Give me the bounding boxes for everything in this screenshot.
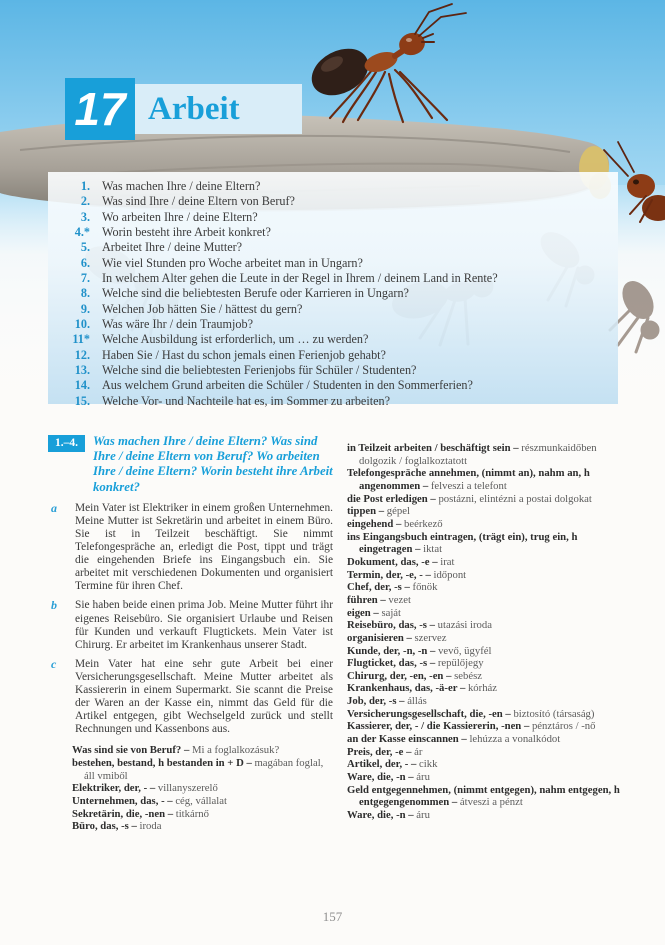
vocab-german: führen bbox=[347, 593, 378, 606]
vocab-entry bbox=[72, 808, 333, 821]
vocab-entry bbox=[347, 682, 632, 695]
page-number: 157 bbox=[322, 909, 343, 924]
answer-letter: b bbox=[51, 598, 57, 613]
vocab-entry bbox=[72, 782, 333, 795]
answer-letter: c bbox=[51, 656, 57, 671]
question-row bbox=[48, 240, 610, 255]
question-row bbox=[48, 378, 610, 393]
vocab-dash: – bbox=[401, 581, 413, 594]
vocab-german: tippen bbox=[347, 505, 377, 518]
vocab-german: Was sind sie von Beruf? bbox=[72, 744, 182, 757]
question-text: Welche sind die beliebtesten Ferienjobs für Schüler / Studenten? bbox=[102, 363, 417, 378]
vocab-hungarian: ár bbox=[414, 745, 423, 758]
vocab-hungarian: repülőjegy bbox=[437, 657, 484, 670]
vocab-dash: – bbox=[403, 745, 415, 758]
vocab-hungarian: lehúzza a vonalkódot bbox=[469, 733, 561, 746]
question-row bbox=[48, 302, 610, 317]
vocab-entry bbox=[347, 733, 632, 746]
vocab-entry bbox=[347, 632, 632, 645]
question-text: Welche sind die beliebtesten Berufe oder Karrieren in Ungarn? bbox=[102, 286, 409, 301]
vocab-hungarian: átveszi a pénzt bbox=[459, 796, 523, 809]
chapter-number: 17 bbox=[74, 83, 126, 135]
vocab-dash: – bbox=[408, 758, 420, 771]
vocab-entry bbox=[347, 518, 632, 531]
vocabulary-list-left bbox=[72, 744, 333, 833]
vocab-hungarian: utazási iroda bbox=[437, 619, 492, 632]
vocab-german: Ware, die, -n bbox=[347, 771, 406, 784]
question-number: 8. bbox=[80, 286, 90, 301]
vocab-hungarian: Mi a foglalkozásuk? bbox=[191, 744, 280, 757]
question-number: 14. bbox=[74, 378, 90, 393]
question-number: 9. bbox=[80, 301, 90, 316]
question-text: Welche Ausbildung ist erforderlich, um … zu werden? bbox=[102, 332, 369, 347]
question-row bbox=[48, 271, 610, 286]
vocab-dash: – bbox=[396, 695, 408, 708]
vocab-hungarian: vevő, ügyfél bbox=[438, 644, 492, 657]
vocab-entry bbox=[347, 670, 632, 683]
vocab-dash: – bbox=[502, 707, 514, 720]
vocab-german: Preis, der, -e bbox=[347, 745, 404, 758]
question-row bbox=[48, 225, 610, 240]
question-text: Haben Sie / Hast du schon jemals einen Ferienjob gehabt? bbox=[102, 347, 386, 362]
vocab-entry bbox=[347, 720, 632, 733]
question-text: Was sind Ihre / deine Eltern von Beruf? bbox=[102, 194, 295, 209]
question-number: 3. bbox=[80, 209, 90, 224]
vocab-german: Dokument, das, -e bbox=[347, 555, 430, 568]
question-text: Wo arbeiten Ihre / deine Eltern? bbox=[102, 209, 258, 224]
section-header bbox=[48, 434, 333, 495]
vocab-hungarian: főnök bbox=[412, 581, 438, 594]
vocab-dash: – bbox=[164, 795, 176, 808]
vocab-dash: – bbox=[376, 505, 387, 518]
question-row bbox=[48, 194, 610, 209]
vocab-hungarian: részmunkaidőben dolgozik / foglalkoztatott bbox=[359, 442, 597, 467]
question-number: 6. bbox=[80, 255, 90, 270]
vocab-entry bbox=[347, 809, 632, 822]
vocab-entry bbox=[347, 581, 632, 594]
vocab-entry bbox=[347, 556, 632, 569]
vocab-dash: – bbox=[457, 682, 468, 695]
vocab-german: Elektriker, der, - bbox=[72, 782, 148, 795]
vocab-entry bbox=[347, 594, 632, 607]
question-text: Welchen Job hätten Sie / hättest du gern? bbox=[102, 301, 303, 316]
question-number: 13. bbox=[74, 363, 90, 378]
vocab-entry bbox=[72, 757, 333, 782]
vocab-entry bbox=[347, 569, 632, 582]
question-text: Aus welchem Grund arbeiten die Schüler / Studenten in den Sommerferien? bbox=[102, 378, 473, 393]
vocab-dash: – bbox=[181, 744, 192, 757]
questions-panel bbox=[48, 172, 618, 408]
vocab-hungarian: iroda bbox=[139, 820, 162, 833]
vocab-hungarian: cikk bbox=[419, 758, 438, 771]
answer-paragraph bbox=[48, 502, 333, 594]
questions-list bbox=[48, 179, 610, 409]
answer-paragraphs bbox=[48, 502, 333, 737]
question-text: Worin besteht ihre Arbeit konkret? bbox=[102, 225, 271, 240]
vocab-dash: – bbox=[510, 442, 522, 454]
left-column bbox=[48, 434, 333, 833]
vocab-dash: – bbox=[403, 631, 415, 644]
answer-paragraph bbox=[48, 658, 333, 737]
vocab-hungarian: biztosító (társaság) bbox=[513, 707, 595, 720]
vocab-dash: – bbox=[458, 733, 470, 746]
vocab-german: Sekretärin, die, -nen bbox=[72, 807, 166, 820]
vocab-hungarian: saját bbox=[381, 606, 402, 619]
question-number: 12. bbox=[74, 347, 90, 362]
vocab-entry bbox=[347, 784, 632, 809]
vocab-german: Unternehmen, das, - bbox=[72, 795, 165, 808]
page-content bbox=[0, 420, 665, 833]
vocab-entry bbox=[347, 657, 632, 670]
vocab-hungarian: iktat bbox=[423, 543, 443, 556]
chapter-number-box bbox=[65, 78, 135, 140]
question-text: Was machen Ihre / deine Eltern? bbox=[102, 179, 261, 193]
vocab-hungarian: vezet bbox=[388, 593, 411, 606]
vocab-dash: – bbox=[243, 757, 255, 770]
vocab-german: Kassierer, der, - / die Kassiererin, -nen bbox=[347, 720, 522, 733]
right-column bbox=[347, 434, 632, 833]
vocab-hungarian: szervez bbox=[414, 631, 447, 644]
vocab-german: in Teilzeit arbeiten / beschäftigt sein bbox=[347, 442, 511, 454]
vocab-entry bbox=[72, 744, 333, 757]
vocab-dash: – bbox=[427, 492, 439, 505]
vocab-dash: – bbox=[449, 796, 460, 809]
question-text: Wie viel Stunden pro Woche arbeitet man in Ungarn? bbox=[102, 255, 363, 270]
vocab-german: Chef, der, -s bbox=[347, 581, 402, 594]
vocab-dash: – bbox=[420, 479, 431, 492]
vocab-dash: – bbox=[422, 568, 434, 581]
vocab-dash: – bbox=[427, 657, 438, 670]
vocab-hungarian: felveszi a telefont bbox=[430, 479, 507, 492]
vocab-german: Reisebüro, das, -s bbox=[347, 619, 427, 632]
section-question: Was machen Ihre / deine Eltern? Was sind Ihre / deine Eltern von Beruf? Wo arbeiten Ihre / deine Eltern? Worin besteht ihre Arbeit konkret? bbox=[93, 434, 333, 494]
vocab-german: Telefongespräche annehmen, (nimmt an), nahm an, h angenommen bbox=[347, 467, 590, 492]
chapter-header bbox=[65, 78, 302, 140]
vocab-german: Job, der, -s bbox=[347, 695, 397, 708]
question-row bbox=[48, 363, 610, 378]
vocab-hungarian: cég, vállalat bbox=[175, 795, 227, 808]
vocab-hungarian: időpont bbox=[433, 568, 467, 581]
vocab-hungarian: sebész bbox=[454, 669, 482, 682]
vocab-german: Krankenhaus, das, -ä-er bbox=[347, 682, 458, 695]
vocab-entry bbox=[347, 505, 632, 518]
vocab-entry bbox=[72, 820, 333, 833]
vocab-hungarian: titkárnő bbox=[175, 807, 209, 820]
vocab-hungarian: áru bbox=[416, 771, 430, 784]
vocab-dash: – bbox=[429, 555, 441, 568]
answer-text: Sie haben beide einen prima Job. Meine Mutter führt ihr eigenes Reisebüro. Sie organisiert Urlaube und Reisen für Kunden und verkauft Flugtickets. Mein Vater ist Chirurg. Er arbeitet im Krankenhaus unserer Stadt. bbox=[75, 599, 333, 651]
vocab-german: Versicherungsgesellschaft, die, -en bbox=[347, 707, 503, 720]
question-text: Was wäre Ihr / dein Traumjob? bbox=[102, 317, 253, 332]
question-row bbox=[48, 332, 610, 347]
chapter-title: Arbeit bbox=[148, 91, 240, 127]
question-text: Welche Vor- und Nachteile hat es, im Sommer zu arbeiten? bbox=[102, 393, 391, 408]
vocab-entry bbox=[72, 795, 333, 808]
answer-letter: a bbox=[51, 500, 57, 515]
chapter-title-box bbox=[135, 84, 302, 134]
vocab-hungarian: gépel bbox=[386, 505, 410, 518]
vocab-dash: – bbox=[405, 809, 417, 822]
vocab-dash: – bbox=[521, 720, 532, 733]
vocab-entry bbox=[347, 467, 632, 492]
vocab-entry bbox=[347, 708, 632, 721]
vocab-hungarian: villanyszerelő bbox=[157, 782, 218, 795]
section-label: 1.–4. bbox=[48, 435, 85, 452]
question-number: 2. bbox=[80, 194, 90, 209]
vocab-german: Büro, das, -s bbox=[72, 820, 129, 833]
vocab-entry bbox=[347, 619, 632, 632]
question-row bbox=[48, 317, 610, 332]
vocab-hungarian: postázni, elintézni a postai dolgokat bbox=[438, 492, 592, 505]
question-number: 7. bbox=[80, 271, 90, 286]
vocab-german: eingehend bbox=[347, 517, 394, 530]
vocab-dash: – bbox=[412, 543, 424, 556]
vocabulary-list-right bbox=[347, 442, 632, 822]
vocab-entry bbox=[347, 531, 632, 556]
question-number: 10. bbox=[74, 317, 90, 332]
vocab-german: Ware, die, -n bbox=[347, 809, 406, 822]
vocab-dash: – bbox=[405, 771, 417, 784]
vocab-hungarian: beérkező bbox=[404, 517, 443, 530]
question-number: 5. bbox=[80, 240, 90, 255]
vocab-dash: – bbox=[165, 807, 176, 820]
vocab-dash: – bbox=[426, 619, 438, 632]
question-row bbox=[48, 348, 610, 363]
vocab-german: ins Eingangsbuch eintragen, (trägt ein), trug ein, h eingetragen bbox=[347, 530, 578, 556]
question-row bbox=[48, 256, 610, 271]
question-text: Arbeitet Ihre / deine Mutter? bbox=[102, 240, 243, 255]
vocab-dash: – bbox=[427, 644, 439, 657]
vocab-hungarian: irat bbox=[440, 555, 455, 568]
question-row bbox=[48, 286, 610, 301]
vocab-entry bbox=[347, 607, 632, 620]
vocab-entry bbox=[347, 695, 632, 708]
vocab-german: Flugticket, das, -s bbox=[347, 657, 428, 670]
vocab-dash: – bbox=[147, 782, 158, 795]
question-text: In welchem Alter gehen die Leute in der Regel in Ihrem / deinem Land in Rente? bbox=[102, 271, 498, 286]
vocab-entry bbox=[347, 771, 632, 784]
vocab-dash: – bbox=[377, 593, 389, 606]
vocab-german: Geld entgegennehmen, (nimmt entgegen), nahm entgegen, h entgegengenommen bbox=[347, 783, 620, 809]
vocab-hungarian: pénztáros / -nő bbox=[531, 720, 596, 733]
question-number: 15. bbox=[74, 393, 90, 408]
vocab-german: bestehen, bestand, h bestanden in + D bbox=[72, 757, 244, 770]
question-number: 4.* bbox=[74, 225, 90, 240]
vocab-german: Artikel, der, - bbox=[347, 758, 409, 771]
vocab-hungarian: kórház bbox=[467, 682, 498, 695]
vocab-dash: – bbox=[370, 606, 382, 619]
vocab-hungarian: áru bbox=[416, 809, 430, 822]
vocab-german: organisieren bbox=[347, 631, 404, 644]
vocab-german: Termin, der, -e, - bbox=[347, 568, 423, 581]
answer-text: Mein Vater hat eine sehr gute Arbeit bei einer Versicherungsgesellschaft. Meine Mutter arbeitet als Kassiererin in einem Supermarkt. Sie scannt die Preise der Waren an der Kasse ein, nimmt das Geld für die Artikel entgegen, gibt Wechselgeld zurück und stellt Rechnungen und Kassenbons aus. bbox=[75, 657, 333, 736]
vocab-hungarian: állás bbox=[407, 695, 427, 708]
answer-paragraph bbox=[48, 599, 333, 651]
vocab-entry bbox=[347, 746, 632, 759]
vocab-dash: – bbox=[443, 669, 455, 682]
vocab-entry bbox=[347, 645, 632, 658]
vocab-german: Chirurg, der, -en, -en bbox=[347, 669, 444, 682]
vocab-german: die Post erledigen bbox=[347, 492, 428, 505]
vocab-german: eigen bbox=[347, 606, 371, 619]
question-number: 11* bbox=[72, 332, 90, 347]
question-row bbox=[48, 179, 610, 194]
question-row bbox=[48, 394, 610, 409]
question-number: 1. bbox=[80, 179, 90, 193]
vocab-german: Kunde, der, -n, -n bbox=[347, 644, 428, 657]
vocab-german: an der Kasse einscannen bbox=[347, 733, 459, 746]
vocab-dash: – bbox=[128, 820, 140, 833]
question-row bbox=[48, 210, 610, 225]
ants-photo bbox=[0, 0, 665, 420]
vocab-entry bbox=[347, 493, 632, 506]
answer-text: Mein Vater ist Elektriker in einem großen Unternehmen. Meine Mutter ist Sekretärin und arbeitet in einem Büro. Sie ist in Teilzeit beschäftigt. Sie nimmt Telefongespräche an, erledigt die Post, tippt und trägt die eingehenden Briefe ins Eingangsbuch ein. Sie arbeitet mit verschiedenen Dokumenten und organisiert Termine für ihren Chef. bbox=[75, 501, 333, 593]
vocab-hungarian: magában foglal, áll vmiből bbox=[84, 757, 324, 782]
vocab-entry bbox=[347, 758, 632, 771]
vocab-dash: – bbox=[393, 517, 405, 530]
vocab-entry bbox=[347, 442, 632, 467]
